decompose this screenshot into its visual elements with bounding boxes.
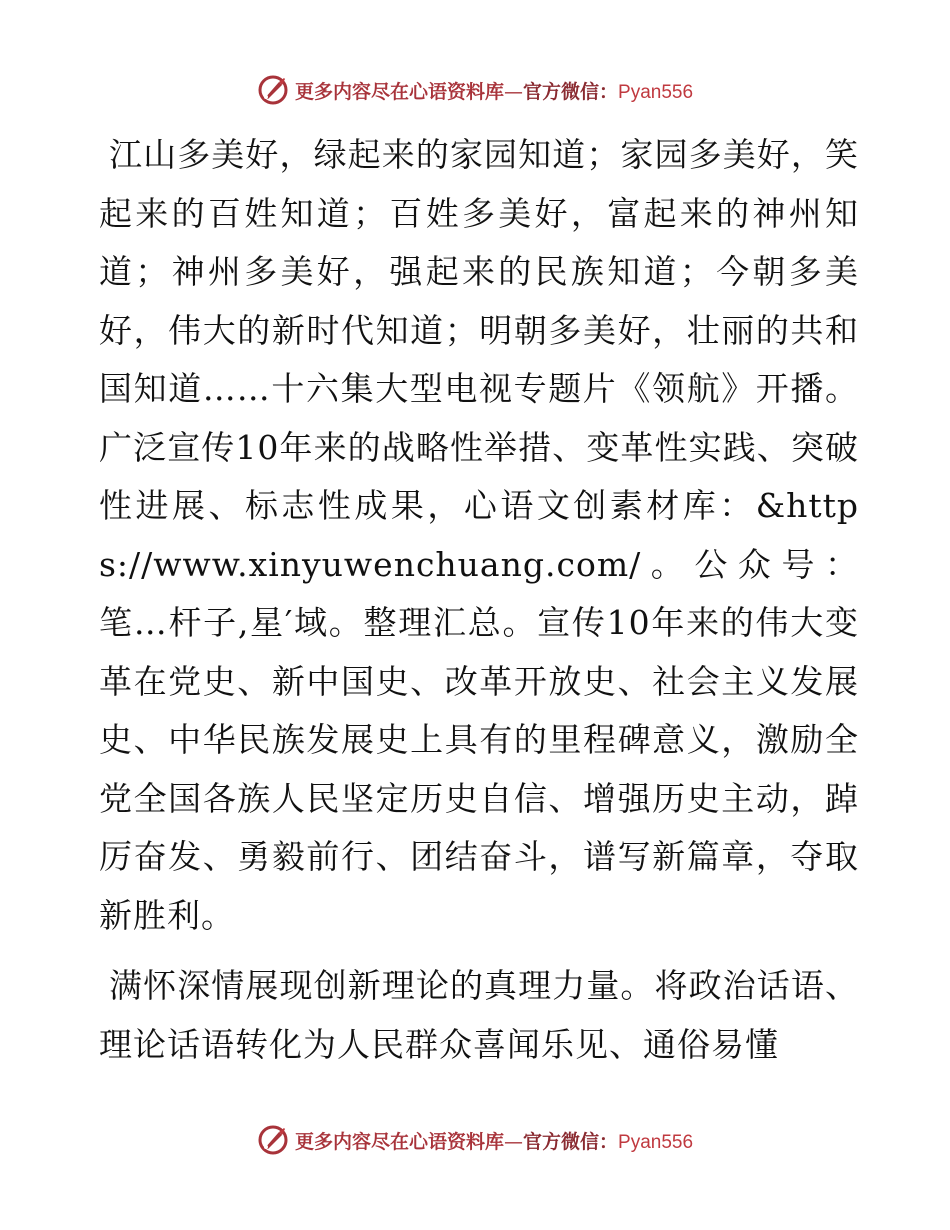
footer-banner xyxy=(0,1120,950,1160)
quill-pen-circle-icon xyxy=(257,1124,289,1156)
banner-main-text: 更多内容尽在心语资料库 xyxy=(294,1130,504,1153)
document-body xyxy=(99,126,859,1074)
banner-wechat-label: 官方微信 xyxy=(522,1130,599,1153)
banner-colon: ： xyxy=(599,1130,619,1153)
paragraph-1: 江山多美好，绿起来的家园知道；家园多美好，笑起来的百姓知道；百姓多美好，富起来的神州知道；神州多美好，强起来的民族知道；今朝多美好，伟大的新时代知道；明朝多美好，壮丽的共和国知道……十六集大型电视专题片《领航》开播。广泛宣传10年来的战略性举措、变革性实践、突破性进展、标志性成果，心语文创素材库：&https://www.xinyuwenchuang.com/。公众号：笔…杆子,星′域。整理汇总。宣传10年来的伟大变革在党史、新中国史、改革开放史、社会主义发展史、中华民族发展史上具有的里程碑意义，激励全党全国各族人民坚定历史自信、增强历史主动，踔厉奋发、勇毅前行、团结奋斗，谱写新篇章，夺取新胜利。 xyxy=(99,135,859,935)
banner-wechat-label: 官方微信 xyxy=(522,80,599,103)
quill-pen-circle-icon xyxy=(257,74,289,106)
banner-colon: ： xyxy=(599,80,619,103)
banner-wechat-id: Pyan556 xyxy=(618,1131,694,1153)
header-banner xyxy=(0,70,950,110)
banner-main-text: 更多内容尽在心语资料库 xyxy=(294,80,504,103)
banner-wechat-id: Pyan556 xyxy=(618,81,694,103)
banner-separator: — xyxy=(503,1130,523,1153)
banner-separator: — xyxy=(503,80,523,103)
paragraph-2: 满怀深情展现创新理论的真理力量。将政治话语、理论话语转化为人民群众喜闻乐见、通俗易懂 xyxy=(99,966,859,1064)
